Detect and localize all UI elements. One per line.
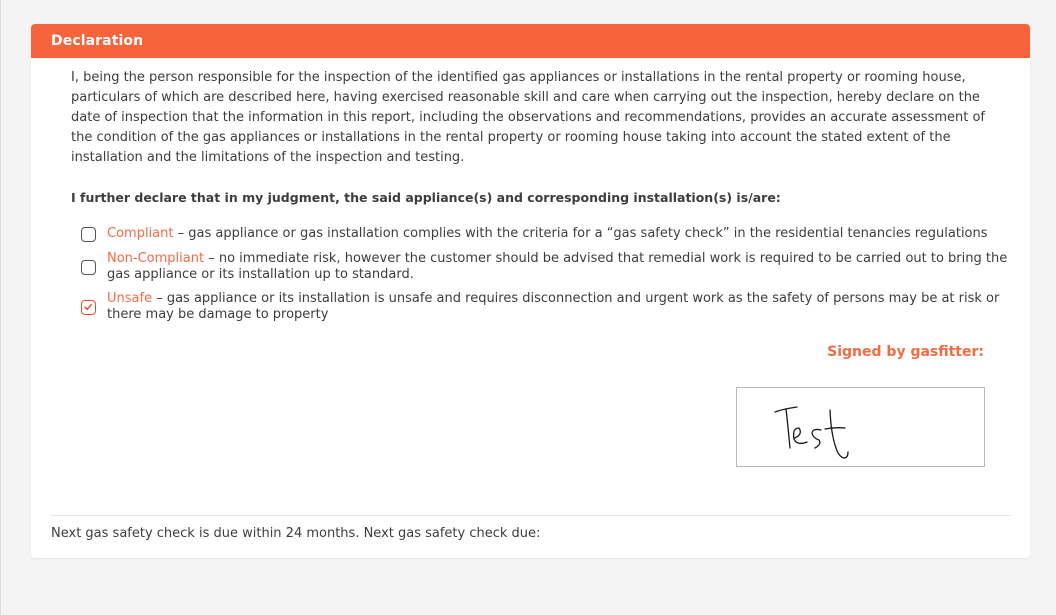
check-icon bbox=[83, 302, 93, 312]
signature-drawing bbox=[737, 388, 986, 468]
next-check-text: Next gas safety check is due within 24 months. Next gas safety check due: bbox=[51, 526, 541, 541]
declaration-card bbox=[31, 24, 1030, 558]
option-description: – gas appliance or gas installation complies with the criteria for a “gas safety check” in the residential tenancies regulations bbox=[173, 226, 988, 241]
declaration-paragraph: I, being the person responsible for the inspection of the identified gas appliances or installations in the rental property or rooming house, particulars of which are described here, having exercised reasonable skill and care when carrying out the inspection, hereby declare on the date of inspection that the information in this report, including the observations and recommendations, provides an accurate assessment of the condition of the gas appliances or installations in the rental property or rooming house taking into account the stated extent of the installation and the limitations of the inspection and testing. bbox=[71, 70, 986, 165]
option-non-compliant[interactable] bbox=[81, 251, 1011, 283]
option-text bbox=[107, 251, 1011, 283]
option-description: – gas appliance or its installation is unsafe and requires disconnection and urgent work as the safety of persons may be at risk or there may be damage to property bbox=[107, 291, 1000, 322]
option-text bbox=[107, 291, 1011, 323]
option-text bbox=[107, 226, 1011, 242]
option-compliant[interactable] bbox=[81, 226, 1011, 242]
unsafe-checkbox[interactable] bbox=[81, 300, 96, 315]
signed-by-label: Signed by gasfitter: bbox=[827, 344, 984, 360]
further-declaration-text: I further declare that in my judgment, the said appliance(s) and corresponding installation(s) is/are: bbox=[71, 190, 781, 205]
compliant-checkbox[interactable] bbox=[81, 227, 96, 242]
card-title: Declaration bbox=[51, 33, 144, 49]
option-label: Compliant bbox=[107, 226, 174, 241]
option-description: – no immediate risk, however the customer should be advised that remedial work is required to be carried out to bring the gas appliance or its installation up to standard. bbox=[107, 251, 1008, 282]
signature-pad[interactable] bbox=[736, 387, 985, 467]
footer-divider bbox=[51, 515, 1011, 516]
option-label: Unsafe bbox=[107, 291, 153, 306]
non-compliant-checkbox[interactable] bbox=[81, 260, 96, 275]
card-header bbox=[31, 24, 1030, 58]
option-unsafe[interactable] bbox=[81, 291, 1011, 323]
option-label: Non-Compliant bbox=[107, 251, 205, 266]
page-edge-divider bbox=[0, 0, 1, 615]
